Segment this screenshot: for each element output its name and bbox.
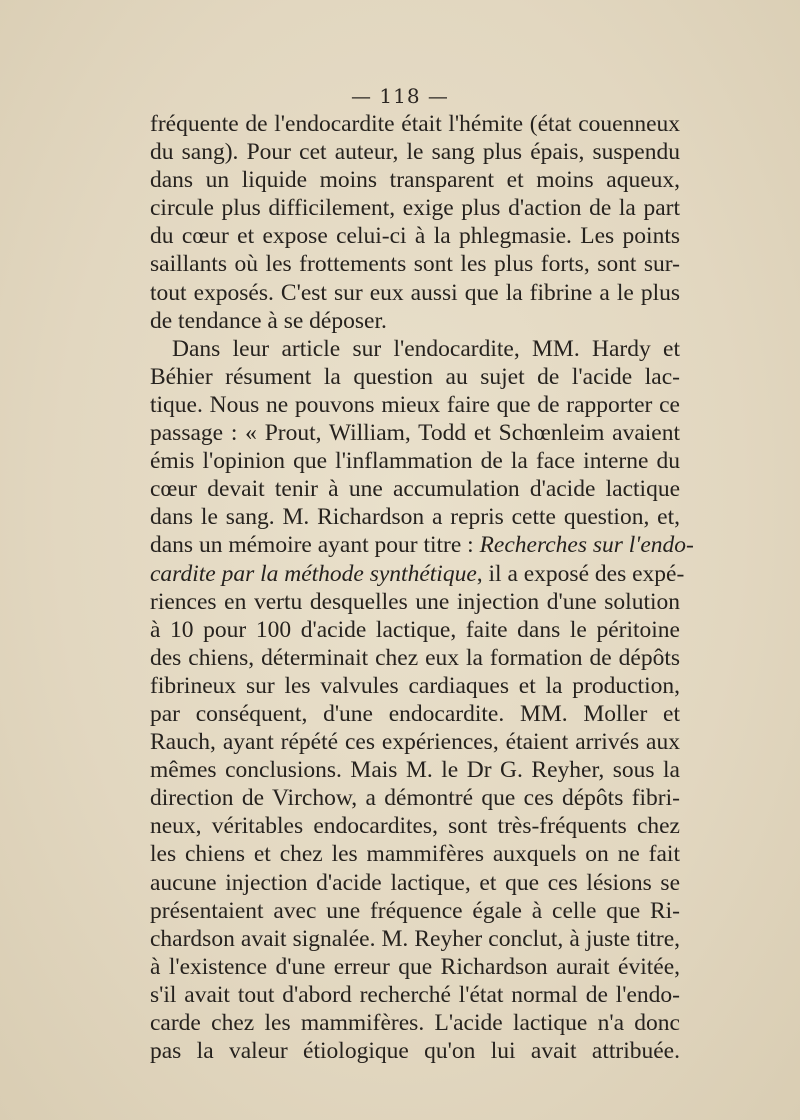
text-line: du sang). Pour cet auteur, le sang plus épais, suspendu	[150, 139, 680, 166]
text-line: neux, véritables endocardites, sont très-fréquents chez	[150, 813, 680, 840]
text-segment: dans un mémoire ayant pour titre :	[150, 532, 480, 559]
text-line: Dans leur article sur l'endocardite, MM. Hardy et	[172, 335, 680, 362]
text-line: circule plus difficilement, exige plus d'action de la part	[150, 195, 680, 222]
text-line: Rauch, ayant répété ces expériences, étaient arrivés aux	[150, 729, 680, 756]
text-line: dans le sang. M. Richardson a repris cette question, et,	[150, 504, 680, 531]
book-title-part-1: Recherches sur l'endo-	[479, 532, 694, 559]
text-line: Béhier résument la question au sujet de l'acide lac-	[150, 363, 680, 390]
text-line: de tendance à se déposer.	[150, 307, 387, 334]
text-line: par conséquent, d'une endocardite. MM. Moller et	[150, 700, 680, 727]
text-line: s'il avait tout d'abord recherché l'état normal de l'endo-	[150, 981, 680, 1008]
text-line: mêmes conclusions. Mais M. le Dr G. Reyher, sous la	[150, 757, 680, 784]
text-line: pas la valeur étiologique qu'on lui avait attribuée.	[150, 1038, 680, 1065]
text-segment: , il a exposé des expé-	[476, 560, 685, 587]
text-line: tout exposés. C'est sur eux aussi que la fibrine a le plus	[150, 279, 680, 306]
text-line: des chiens, déterminait chez eux la formation de dépôts	[150, 644, 680, 671]
text-line: les chiens et chez les mammifères auxquels on ne fait	[150, 841, 680, 868]
text-line: fréquente de l'endocardite était l'hémite (état couenneux	[150, 111, 680, 137]
text-line: du cœur et expose celui-ci à la phlegmasie. Les points	[150, 223, 680, 250]
book-title-part-2: cardite par la méthode synthétique	[150, 560, 477, 587]
text-line: carde chez les mammifères. L'acide lactique n'a donc	[150, 1010, 680, 1036]
text-line: à l'existence d'une erreur que Richardson aurait évitée,	[150, 953, 680, 980]
text-line: à 10 pour 100 d'acide lactique, faite dans le péritoine	[150, 616, 680, 643]
text-line	[150, 531, 694, 559]
text-line: émis l'opinion que l'inflammation de la face interne du	[150, 448, 680, 475]
text-line	[150, 560, 685, 588]
text-line: dans un liquide moins transparent et moins aqueux,	[150, 167, 680, 194]
page-number: — 118 —	[351, 84, 449, 108]
text-line: chardson avait signalée. M. Reyher conclut, à juste titre,	[150, 925, 680, 952]
text-line: présentaient avec une fréquence égale à celle que Ri-	[150, 897, 680, 924]
body-text	[150, 110, 694, 1065]
text-line: saillants où les frottements sont les plus forts, sont sur-	[150, 251, 680, 278]
text-line: direction de Virchow, a démontré que ces dépôts fibri-	[150, 785, 680, 812]
text-line: passage : « Prout, William, Todd et Schœnleim avaient	[150, 420, 680, 447]
text-line: tique. Nous ne pouvons mieux faire que de rapporter ce	[150, 391, 680, 418]
text-line: riences en vertu desquelles une injection d'une solution	[150, 588, 680, 615]
text-line: aucune injection d'acide lactique, et que ces lésions se	[150, 869, 680, 896]
text-line: fibrineux sur les valvules cardiaques et la production,	[150, 672, 680, 699]
text-line: cœur devait tenir à une accumulation d'acide lactique	[150, 476, 680, 503]
